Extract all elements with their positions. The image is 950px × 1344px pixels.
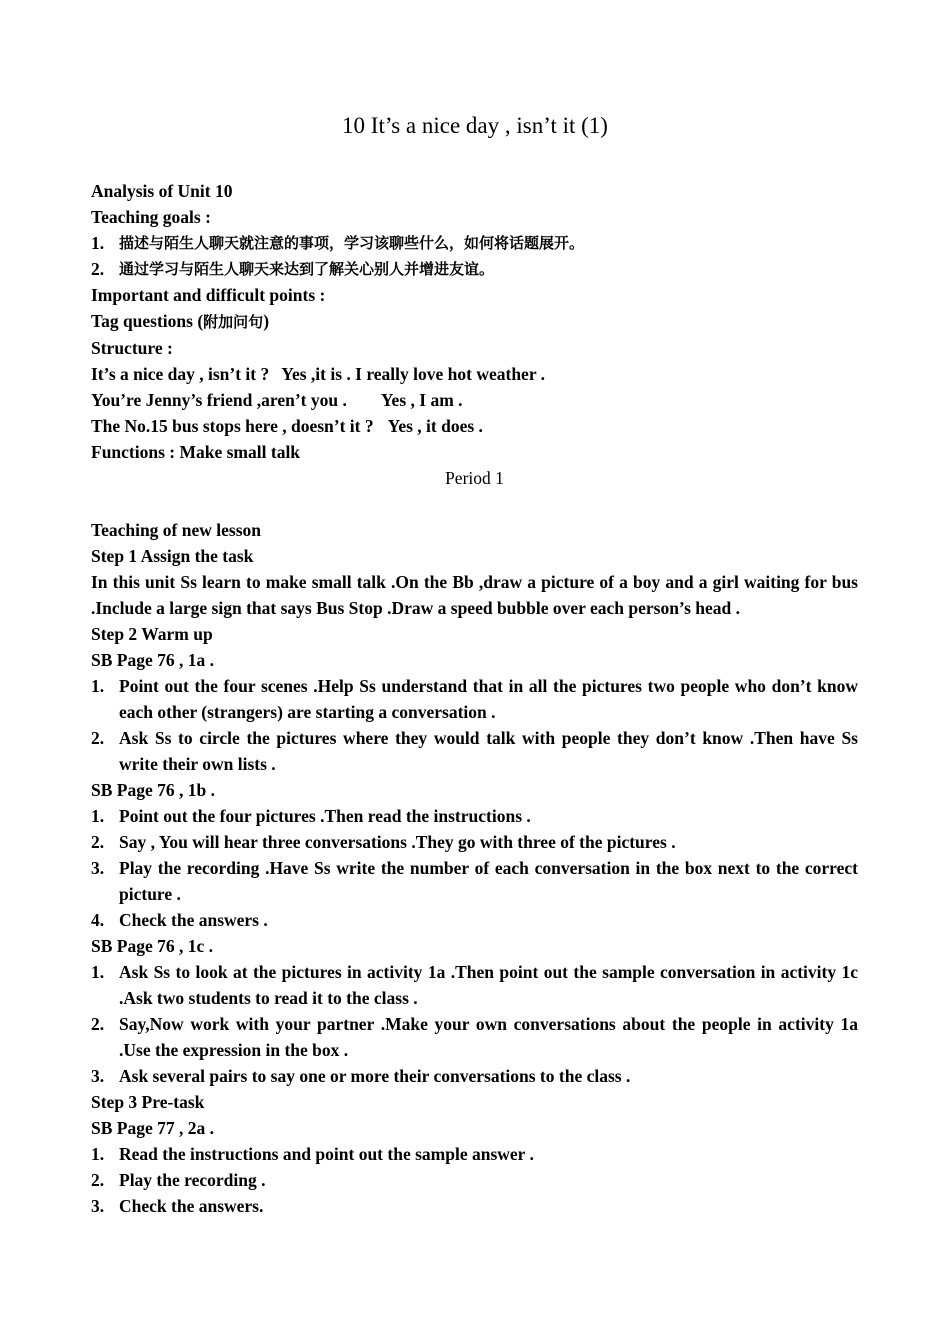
list-item — [91, 907, 858, 933]
structure-line — [91, 387, 858, 413]
list-number: 4. — [91, 910, 105, 930]
structure-answer: Yes ,it is . I really love hot weather . — [281, 364, 546, 384]
list-number: 2. — [91, 1014, 105, 1034]
goal-item — [91, 256, 858, 282]
document-title: 10 It’s a nice day , isn’t it (1) — [342, 113, 608, 138]
list-item — [91, 725, 858, 777]
goal-text: 通过学习与陌生人聊天来达到了解关心别人并增进友谊。 — [119, 260, 495, 278]
step1-text: In this unit Ss learn to make small talk .On the Bb ,draw a picture of a boy and a girl waiting for bus .Include a large sign that says Bus Stop .Draw a speed bubble over each person’s head . — [91, 572, 858, 618]
structure-answer: Yes , it does . — [387, 416, 483, 436]
teaching-heading: Teaching of new lesson — [91, 520, 262, 540]
structure-answer: Yes , I am . — [380, 390, 463, 410]
sb-1b-heading: SB Page 76 , 1b . — [91, 780, 215, 800]
list-number: 1. — [91, 806, 105, 826]
list-text: Ask several pairs to say one or more their conversations to the class . — [119, 1066, 631, 1086]
structure-line — [91, 413, 858, 439]
list-text: Say,Now work with your partner .Make your own conversations about the people in activity 1a .Use the expression in the box . — [119, 1014, 858, 1060]
step2-heading: Step 2 Warm up — [91, 624, 213, 644]
list-item — [91, 1141, 858, 1167]
analysis-heading: Analysis of Unit 10 — [91, 181, 233, 201]
tag-questions-cn: 附加问句 — [203, 313, 264, 331]
list-number: 1. — [91, 676, 105, 696]
list-text: Say , You will hear three conversations .They go with three of the pictures . — [119, 832, 676, 852]
list-number: 2. — [91, 1170, 105, 1190]
list-number: 3. — [91, 1196, 105, 1216]
goal-item — [91, 230, 858, 256]
sb-1a-heading: SB Page 76 , 1a . — [91, 650, 214, 670]
structure-question: The No.15 bus stops here , doesn’t it ? — [91, 416, 374, 436]
sb-2a-heading: SB Page 77 , 2a . — [91, 1118, 214, 1138]
period-label: Period 1 — [445, 468, 504, 488]
goal-text: 描述与陌生人聊天就注意的事项，学习该聊些什么，如何将话题展开。 — [119, 234, 585, 252]
list-item — [91, 673, 858, 725]
step3-heading: Step 3 Pre-task — [91, 1092, 205, 1112]
list-text: Point out the four scenes .Help Ss understand that in all the pictures two people who don’t know each other (strangers) are starting a conversation . — [119, 676, 858, 722]
list-text: Play the recording .Have Ss write the number of each conversation in the box next to the correct picture . — [119, 858, 858, 904]
structure-question: It’s a nice day , isn’t it ? — [91, 364, 270, 384]
list-item — [91, 1011, 858, 1063]
list-text: Read the instructions and point out the sample answer . — [119, 1144, 534, 1164]
list-text: Point out the four pictures .Then read the instructions . — [119, 806, 531, 826]
list-number: 3. — [91, 1066, 105, 1086]
list-text: Ask Ss to circle the pictures where they would talk with people they don’t know .Then have Ss write their own lists . — [119, 728, 858, 774]
list-item — [91, 829, 858, 855]
list-item — [91, 803, 858, 829]
list-number: 2. — [91, 728, 105, 748]
list-item — [91, 959, 858, 1011]
sb-1c-heading: SB Page 76 , 1c . — [91, 936, 214, 956]
list-item — [91, 1193, 858, 1219]
important-points-heading: Important and difficult points : — [91, 285, 326, 305]
list-number: 1. — [91, 962, 105, 982]
list-text: Check the answers . — [119, 910, 268, 930]
tag-questions-en: Tag questions ( — [91, 311, 204, 331]
document-body — [91, 178, 858, 1219]
list-number: 1. — [91, 1144, 105, 1164]
structure-heading: Structure : — [91, 338, 173, 358]
tag-questions-close: ) — [263, 311, 270, 331]
structure-line — [91, 361, 858, 387]
list-item — [91, 855, 858, 907]
teaching-goals-heading: Teaching goals : — [91, 207, 211, 227]
list-text: Play the recording . — [119, 1170, 266, 1190]
list-number: 2. — [91, 832, 105, 852]
structure-question: You’re Jenny’s friend ,aren’t you . — [91, 390, 347, 410]
list-item — [91, 1167, 858, 1193]
goal-number: 2. — [91, 259, 105, 279]
goal-number: 1. — [91, 233, 105, 253]
tag-questions-line — [91, 308, 858, 335]
step1-heading: Step 1 Assign the task — [91, 546, 254, 566]
list-text: Check the answers. — [119, 1196, 264, 1216]
list-text: Ask Ss to look at the pictures in activity 1a .Then point out the sample conversation in activity 1c .Ask two students to read it to the class . — [119, 962, 858, 1008]
list-number: 3. — [91, 858, 105, 878]
list-item — [91, 1063, 858, 1089]
functions-line: Functions : Make small talk — [91, 442, 301, 462]
